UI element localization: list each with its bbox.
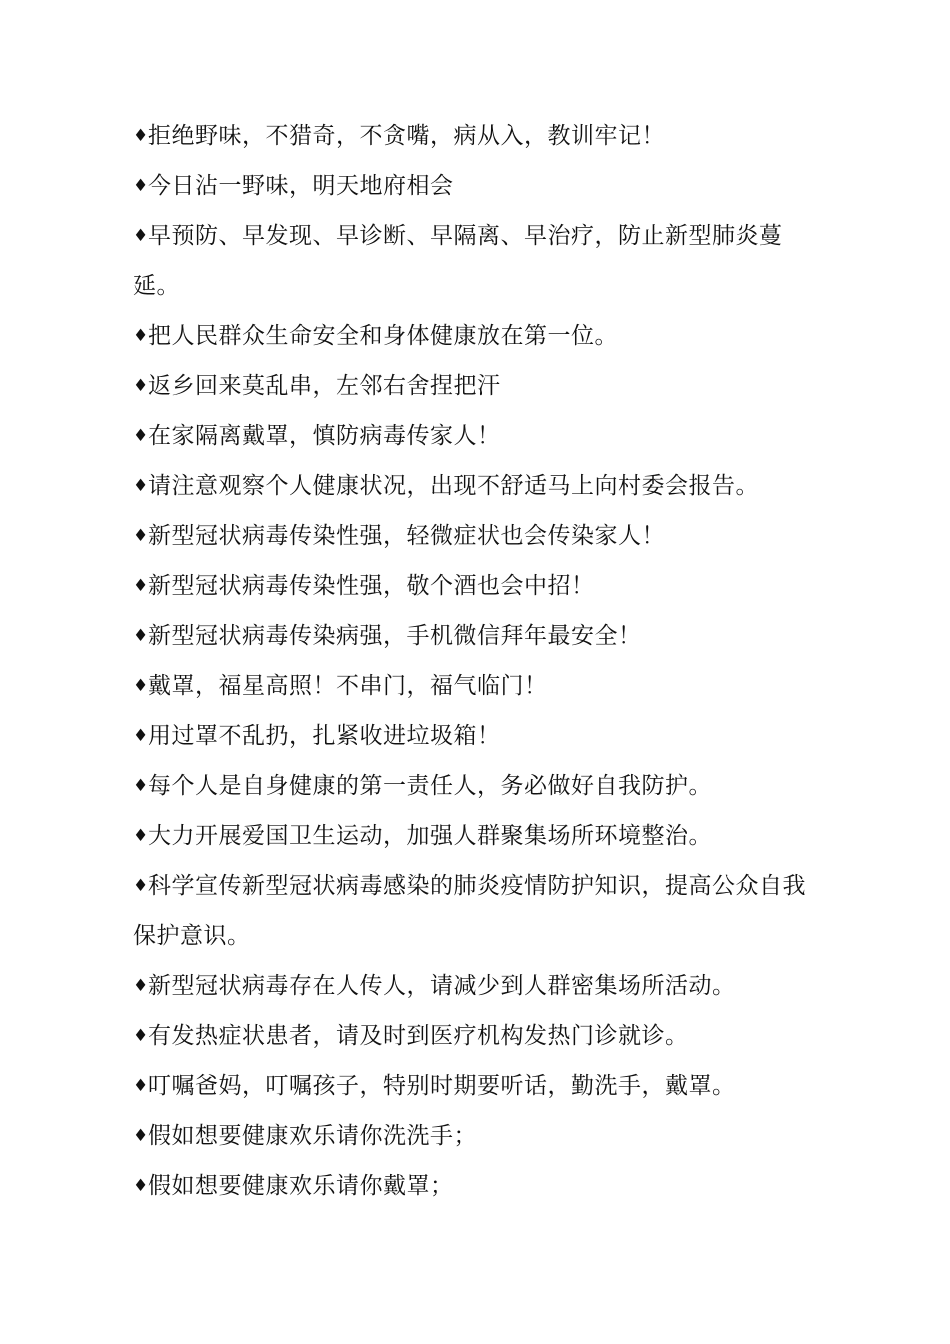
list-item-text: 每个人是自身健康的第一责任人，务必做好自我防护。 — [148, 773, 712, 799]
list-item — [133, 161, 823, 211]
list-item-text: 戴罩，福星高照！不串门，福气临门！ — [148, 673, 548, 699]
diamond-bullet-icon: ♦ — [133, 1176, 149, 1196]
diamond-bullet-icon: ♦ — [133, 1126, 149, 1146]
diamond-bullet-icon: ♦ — [133, 376, 149, 396]
list-item — [133, 711, 823, 761]
list-item-text: 有发热症状患者，请及时到医疗机构发热门诊就诊。 — [148, 1023, 689, 1049]
list-item — [133, 1011, 823, 1061]
list-item-text: 拒绝野味，不猎奇，不贪嘴，病从入，教训牢记！ — [148, 123, 665, 149]
list-item — [133, 211, 823, 311]
diamond-bullet-icon: ♦ — [133, 726, 149, 746]
list-item — [133, 111, 823, 161]
list-item — [133, 561, 823, 611]
list-item-text: 新型冠状病毒存在人传人，请减少到人群密集场所活动。 — [148, 973, 736, 999]
list-item — [133, 861, 823, 961]
diamond-bullet-icon: ♦ — [133, 426, 149, 446]
list-item — [133, 511, 823, 561]
list-item-text: 新型冠状病毒传染病强，手机微信拜年最安全！ — [148, 623, 642, 649]
diamond-bullet-icon: ♦ — [133, 476, 149, 496]
diamond-bullet-icon: ♦ — [133, 776, 149, 796]
list-item — [133, 461, 823, 511]
list-item-text: 假如想要健康欢乐请你戴罩； — [148, 1173, 454, 1199]
list-item-text: 在家隔离戴罩，慎防病毒传家人！ — [148, 423, 501, 449]
list-item — [133, 361, 823, 411]
list-item — [133, 1111, 823, 1161]
list-item-text: 新型冠状病毒传染性强，敬个酒也会中招！ — [148, 573, 595, 599]
list-item — [133, 811, 823, 861]
list-item — [133, 761, 823, 811]
list-item-text: 返乡回来莫乱串，左邻右舍捏把汗 — [148, 373, 501, 399]
diamond-bullet-icon: ♦ — [133, 676, 149, 696]
list-item-text: 请注意观察个人健康状况，出现不舒适马上向村委会报告。 — [148, 473, 759, 499]
diamond-bullet-icon: ♦ — [133, 826, 149, 846]
list-item-text: 早预防、早发现、早诊断、早隔离、早治疗，防止新型肺炎蔓延。 — [133, 223, 783, 299]
diamond-bullet-icon: ♦ — [133, 876, 149, 896]
diamond-bullet-icon: ♦ — [133, 176, 149, 196]
list-item-text: 新型冠状病毒传染性强，轻微症状也会传染家人！ — [148, 523, 665, 549]
diamond-bullet-icon: ♦ — [133, 576, 149, 596]
list-item — [133, 311, 823, 361]
diamond-bullet-icon: ♦ — [133, 526, 149, 546]
list-item-text: 科学宣传新型冠状病毒感染的肺炎疫情防护知识，提高公众自我保护意识。 — [133, 873, 806, 949]
list-item — [133, 411, 823, 461]
diamond-bullet-icon: ♦ — [133, 976, 149, 996]
list-item-text: 叮嘱爸妈，叮嘱孩子，特别时期要听话，勤洗手，戴罩。 — [148, 1073, 736, 1099]
diamond-bullet-icon: ♦ — [133, 226, 149, 246]
diamond-bullet-icon: ♦ — [133, 1076, 149, 1096]
diamond-bullet-icon: ♦ — [133, 1026, 149, 1046]
diamond-bullet-icon: ♦ — [133, 326, 149, 346]
slogan-list — [133, 111, 823, 1211]
diamond-bullet-icon: ♦ — [133, 626, 149, 646]
list-item-text: 假如想要健康欢乐请你洗洗手； — [148, 1123, 477, 1149]
diamond-bullet-icon: ♦ — [133, 126, 149, 146]
list-item — [133, 661, 823, 711]
list-item-text: 把人民群众生命安全和身体健康放在第一位。 — [148, 323, 618, 349]
list-item — [133, 1061, 823, 1111]
list-item — [133, 1161, 823, 1211]
list-item-text: 今日沾一野味，明天地府相会 — [148, 173, 454, 199]
list-item-text: 大力开展爱国卫生运动，加强人群聚集场所环境整治。 — [148, 823, 712, 849]
list-item — [133, 961, 823, 1011]
list-item — [133, 611, 823, 661]
list-item-text: 用过罩不乱扔，扎紧收进垃圾箱！ — [148, 723, 501, 749]
